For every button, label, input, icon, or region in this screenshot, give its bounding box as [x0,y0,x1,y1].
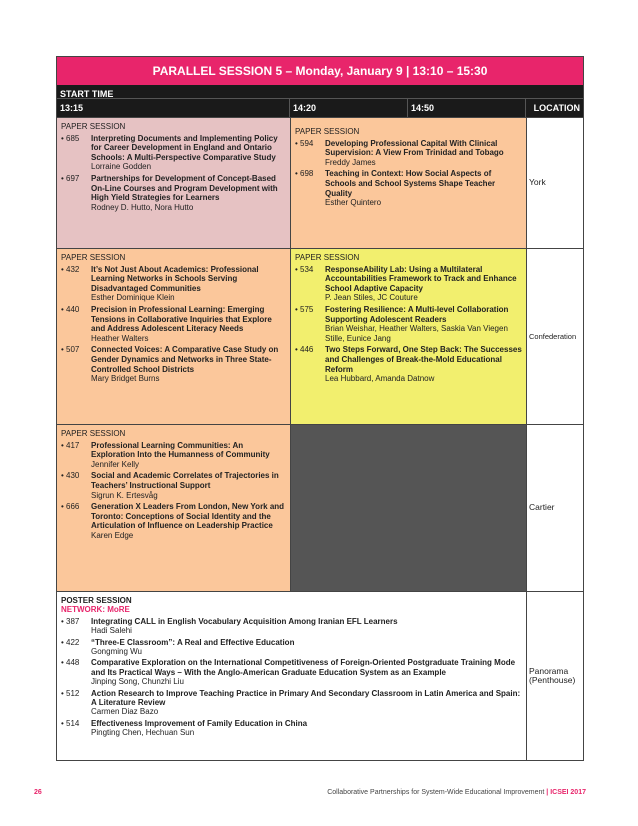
paper-authors: Jennifer Kelly [91,459,140,469]
paper-number: 594 [300,138,314,148]
session-type: PAPER SESSION [295,253,360,262]
start-time-label: START TIME [57,85,583,99]
paper-authors: Sigrun K. Ertesvåg [91,490,158,500]
paper-title: Generation X Leaders From London, New York and Toronto: Conceptions of Social Identity and the Articulation of Influence on Leadership Practice [91,502,285,531]
paper-authors: Esther Quintero [325,198,382,208]
paper-number: 514 [66,718,80,728]
paper-number: 422 [66,637,80,647]
session-cell [57,249,290,424]
location-panorama [526,592,583,760]
time-col-1: 13:15 [57,99,290,117]
time-col-3: 14:50 [408,99,526,117]
paper-number: 685 [66,133,80,143]
location-york: York [526,118,583,248]
paper-number: 432 [66,264,80,274]
paper-title: Teaching in Context: How Social Aspects of Schools and School Systems Shape Teacher Quality [325,169,496,198]
paper-authors: Hadi Salehi [91,626,132,636]
schedule-table [56,56,584,761]
paper-item: • 666 Generation X Leaders From London, New York and Toronto: Conceptions of Social Identity and the Articulation of Influence on Leadership Practice Karen Edge [61,502,285,540]
paper-authors: Brian Weishar, Heather Walters, Saskia Van Viegen Stille, Eunice Jang [325,324,508,343]
session-cell [290,249,526,424]
session-cell [57,118,290,248]
paper-authors: Jinping Song, Chunzhi Liu [91,677,184,687]
location-line: (Penthouse) [529,675,576,685]
session-cell [57,425,290,591]
paper-authors: Lorraine Godden [91,162,152,172]
paper-title: Integrating CALL in English Vocabulary Acquisition Among Iranian EFL Learners [91,616,398,626]
location-cartier: Cartier [526,425,583,591]
paper-item: • 430 Social and Academic Correlates of Trajectories in Teachers’ Instructional Support Sigrun K. Ertesvåg [61,471,286,500]
poster-item: • 448 Comparative Exploration on the International Competitiveness of Foreign-Oriented Postgraduate Training Mode and Its Practical Ways – With the Anglo-American Graduate Education System as an Example Jinping Song, Chunzhi Liu [61,658,522,686]
session-cell [290,118,526,248]
paper-authors: Rodney D. Hutto, Nora Hutto [91,202,194,212]
paper-title: Developing Professional Capital With Clinical Supervision: A View From Trinidad and Tobago [325,138,504,158]
paper-title: Social and Academic Correlates of Trajectories in Teachers’ Instructional Support [91,471,279,490]
session-type: PAPER SESSION [61,253,126,262]
paper-number: 534 [300,264,314,274]
paper-number: 430 [66,471,80,481]
paper-item: • 685 Interpreting Documents and Implementing Policy for Career Development in England and Ontario Schools: A Multi-Perspective Comparative Study Lorraine Godden [61,134,286,172]
session-row-cartier [57,424,583,591]
paper-number: 666 [66,502,80,512]
paper-item: • 417 Professional Learning Communities: An Exploration Into the Humanness of Community Jennifer Kelly [61,441,286,470]
paper-item: • 432 It’s Not Just About Academics: Professional Learning Networks in Schools Serving Disadvantaged Communities Esther Dominique Klein [61,265,286,303]
time-col-2: 14:20 [290,99,408,117]
paper-number: 417 [66,440,80,450]
paper-number: 512 [66,688,80,698]
table-header [57,85,583,117]
paper-title: “Three-E Classroom”: A Real and Effective Education [91,637,295,647]
paper-number: 446 [300,345,314,355]
paper-title: It’s Not Just About Academics: Professional Learning Networks in Schools Serving Disadvantaged Communities [91,264,259,293]
location-line: Panorama [529,665,569,676]
paper-number: 507 [66,345,80,355]
paper-title: Effectiveness Improvement of Family Education in China [91,718,308,728]
paper-authors: Mary Bridget Burns [91,374,160,384]
paper-title: Professional Learning Communities: An Exploration Into the Humanness of Community [91,440,270,460]
location-confederation: Confederation [526,249,583,424]
paper-item: • 594 Developing Professional Capital With Clinical Supervision: A View From Trinidad and Tobago Freddy James [295,139,522,168]
paper-title: Comparative Exploration on the International Competitiveness of Foreign-Oriented Postgraduate Training Mode and Its Practical Ways – With the Anglo-American Graduate Education System as an Example [91,658,516,677]
footer-separator: | [546,789,549,796]
footer-text-group [327,789,586,796]
paper-title: Interpreting Documents and Implementing Policy for Career Development in England and Ontario Schools: A Multi-Perspective Comparative Study [91,133,278,162]
paper-authors: Gongming Wu [91,647,142,657]
paper-title: Connected Voices: A Comparative Case Study on Gender Dynamics and Networks in Three State-Controlled School Districts [91,345,279,374]
session-banner: PARALLEL SESSION 5 – Monday, January 9 | 13:10 – 15:30 [57,57,583,85]
paper-title: ResponseAbility Lab: Using a Multilateral Accountabilities Framework to Track and Enhance School Adaptive Capacity [325,264,517,293]
paper-number: 448 [66,658,80,668]
paper-authors: Esther Dominique Klein [91,293,175,303]
paper-item: • 440 Precision in Professional Learning: Emerging Tensions in Collaborative Inquiries that Explore and Address Adolescent Literacy Needs Heather Walters [61,305,286,343]
poster-session-row [57,591,583,760]
session-type: PAPER SESSION [295,127,360,136]
paper-item: • 575 Fostering Resilience: A Multi-level Collaboration Supporting Adolescent Readers Brian Weishar, Heather Walters, Saskia Van Viegen Stille, Eunice Jang [295,305,522,343]
paper-title: Two Steps Forward, One Step Back: The Successes and Challenges of Break-the-Mold Educational Reform [325,345,522,374]
poster-item: • 512 Action Research to Improve Teaching Practice in Primary And Secondary Classroom in Latin America and Spain: A Literature Review Carmen Diaz Bazo [61,688,521,717]
poster-session-title: POSTER SESSION [61,596,132,605]
paper-authors: Heather Walters [91,333,149,343]
paper-authors: Freddy James [325,157,376,167]
paper-number: 387 [66,616,80,626]
session-row-confederation [57,248,583,424]
paper-authors: Pingting Chen, Hechuan Sun [91,728,195,738]
footer-text: Collaborative Partnerships for System-Wide Educational Improvement [327,789,545,796]
paper-item: • 446 Two Steps Forward, One Step Back: The Successes and Challenges of Break-the-Mold Educational Reform Lea Hubbard, Amanda Datnow [295,345,522,384]
paper-item: • 534 ResponseAbility Lab: Using a Multilateral Accountabilities Framework to Track and Enhance School Adaptive Capacity P. Jean Stiles, JC Couture [295,265,522,303]
paper-title: Precision in Professional Learning: Emerging Tensions in Collaborative Inquiries that Explore and Address Adolescent Literacy Needs [91,304,272,334]
paper-title: Partnerships for Development of Concept-Based On-Line Courses and Program Development with High Yield Strategies for Learners [91,173,278,203]
paper-number: 698 [300,169,314,179]
poster-item: • 514 Effectiveness Improvement of Family Education in China Pingting Chen, Hechuan Sun [61,719,522,738]
page-footer [34,789,586,796]
poster-cell [57,592,526,760]
paper-item: • 698 Teaching in Context: How Social Aspects of Schools and School Systems Shape Teacher Quality Esther Quintero [295,169,522,207]
paper-item: • 507 Connected Voices: A Comparative Case Study on Gender Dynamics and Networks in Three State-Controlled School Districts Mary Bridget Burns [61,345,286,383]
poster-item: • 387 Integrating CALL in English Vocabulary Acquisition Among Iranian EFL Learners Hadi Salehi [61,617,522,636]
paper-number: 575 [300,304,314,314]
paper-item: • 697 Partnerships for Development of Concept-Based On-Line Courses and Program Development with High Yield Strategies for Learners Rodney D. Hutto, Nora Hutto [61,174,286,212]
paper-authors: Karen Edge [91,530,134,540]
poster-item: • 422 “Three-E Classroom”: A Real and Effective Education Gongming Wu [61,638,522,657]
paper-number: 440 [66,304,80,314]
page-number: 26 [34,789,42,796]
paper-title: Action Research to Improve Teaching Practice in Primary And Secondary Classroom in Latin America and Spain: A Literature Review [91,688,521,708]
location-header: LOCATION [533,103,580,113]
conference-name: ICSEI 2017 [550,789,586,796]
session-type: PAPER SESSION [61,429,126,438]
network-label: NETWORK: MoRE [61,605,130,615]
paper-number: 697 [66,173,80,183]
paper-authors: P. Jean Stiles, JC Couture [325,293,418,303]
paper-authors: Lea Hubbard, Amanda Datnow [325,374,435,384]
empty-slot [290,425,526,591]
paper-title: Fostering Resilience: A Multi-level Collaboration Supporting Adolescent Readers [325,304,509,324]
paper-authors: Carmen Diaz Bazo [91,707,159,717]
session-row-york [57,117,583,248]
session-type: PAPER SESSION [61,122,126,131]
